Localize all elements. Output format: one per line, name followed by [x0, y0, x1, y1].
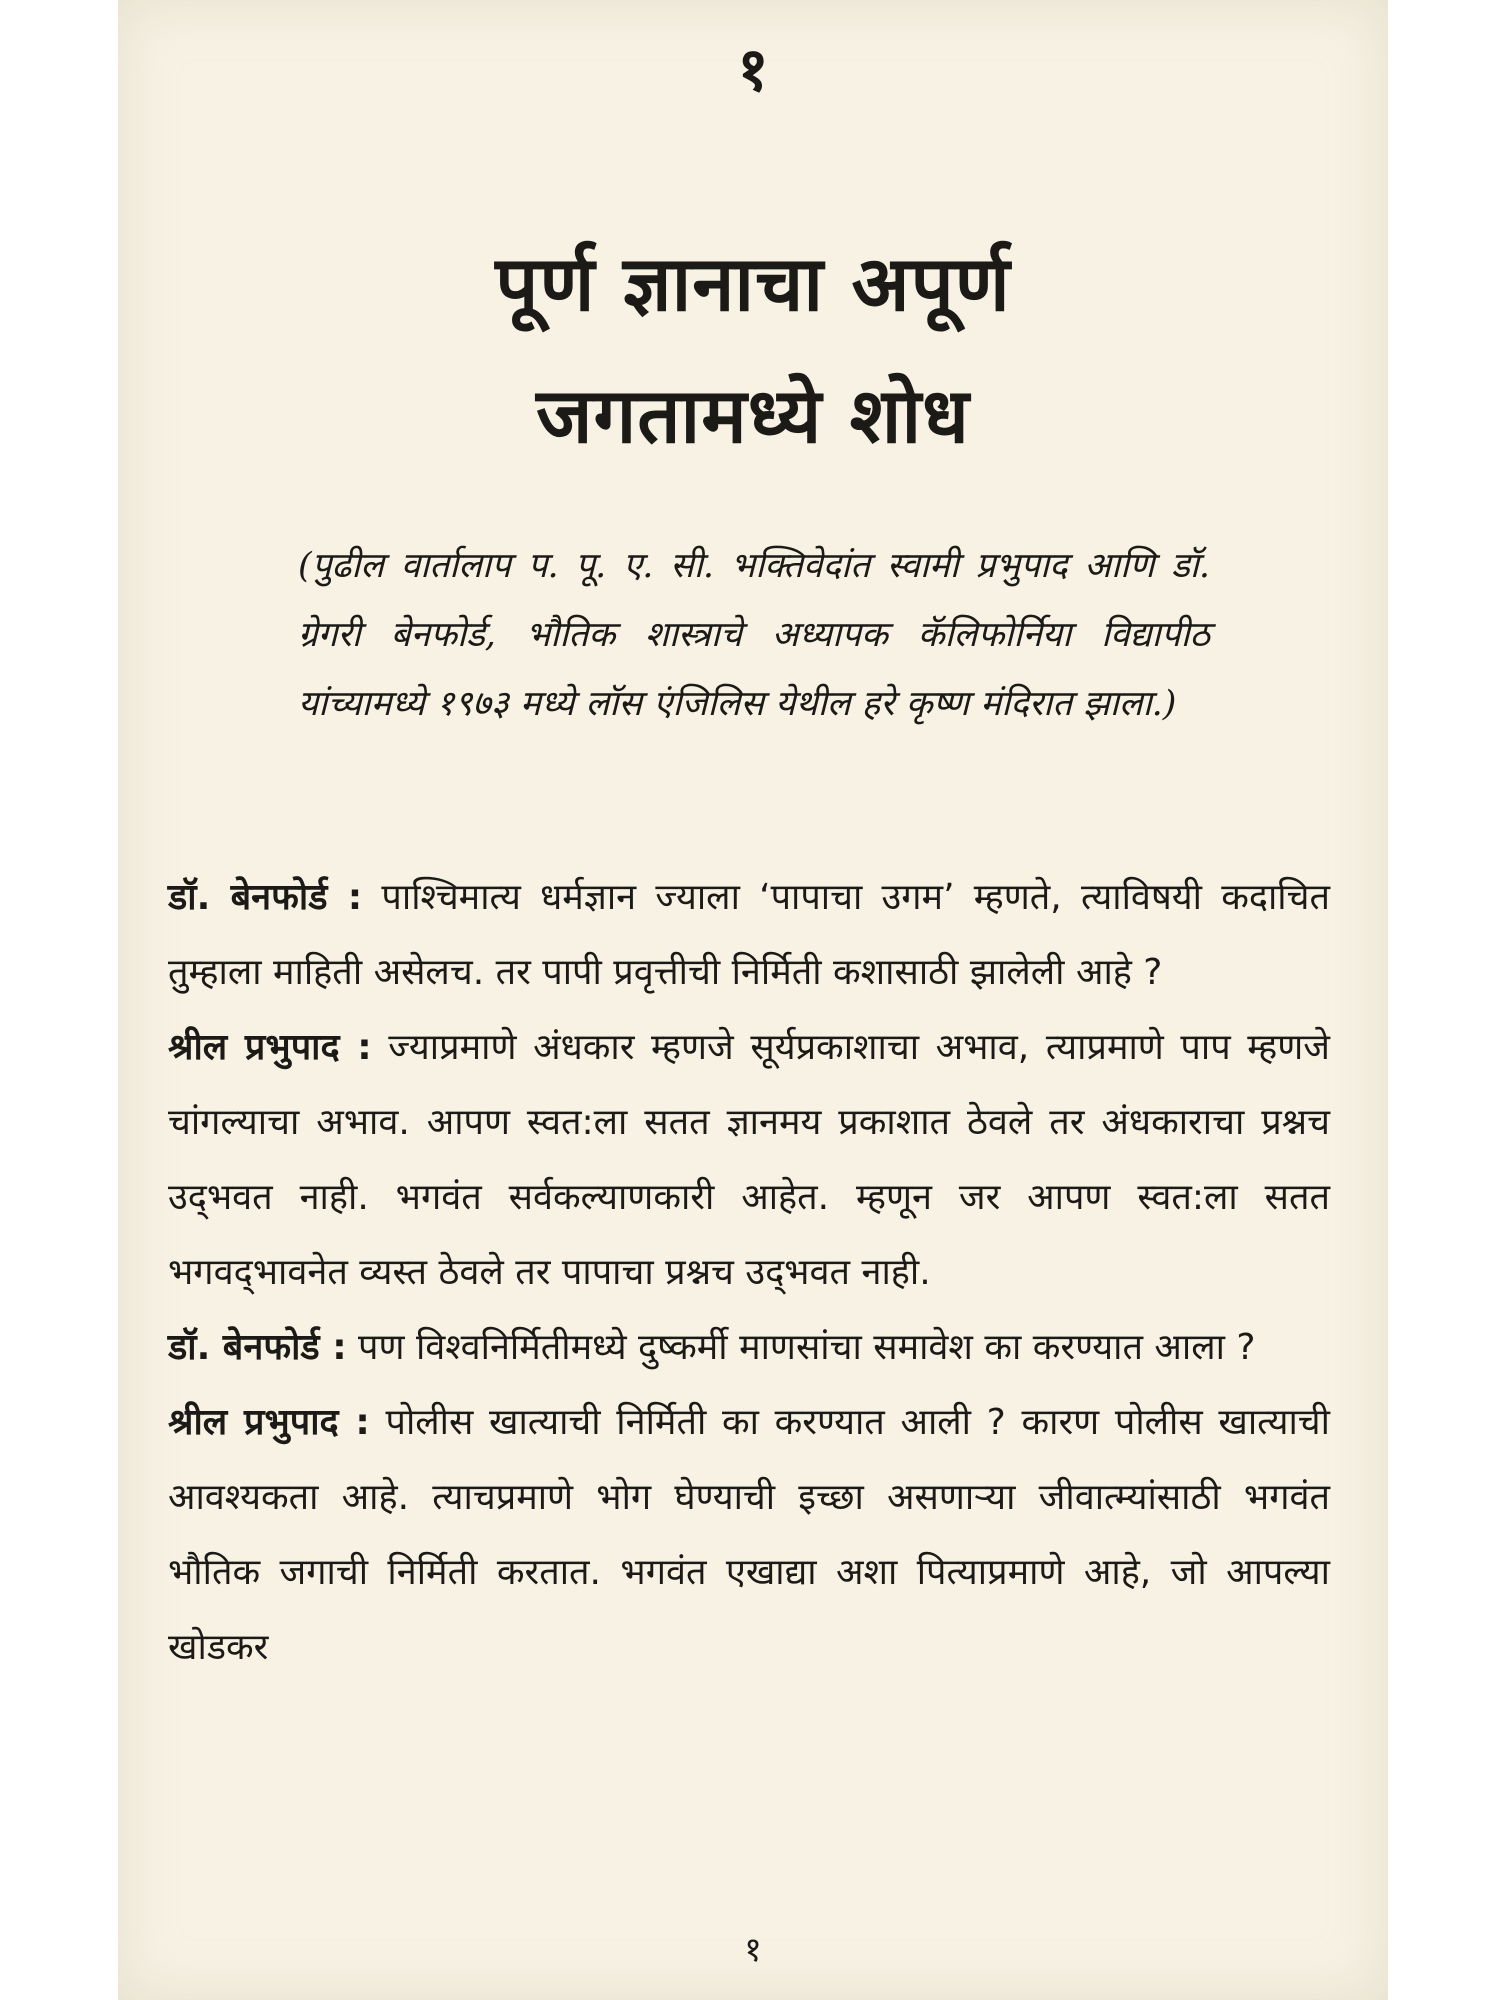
dialogue [168, 860, 1330, 1685]
book-page [118, 0, 1388, 2000]
dialogue-text: ज्याप्रमाणे अंधकार म्हणजे सूर्यप्रकाशाचा अभाव, त्याप्रमाणे पाप म्हणजे चांगल्याचा अभाव. आपण स्वत:ला सतत ज्ञानमय प्रकाशात ठेवले तर अंधकाराचा प्रश्नच उद्‌भवत नाही. भगवंत सर्वकल्याणकारी आहेत. म्हणून जर आपण स्वत:ला सतत भगवद्‌भावनेत व्यस्त ठेवले तर पापाचा प्रश्नच उद्‌भवत नाही. [168, 1027, 1330, 1293]
page-number: १ [744, 1930, 762, 1970]
dialogue-text: पण विश्वनिर्मितीमध्ये दुष्कर्मी माणसांचा समावेश का करण्यात आला ? [346, 1327, 1256, 1368]
dialogue-text: पाश्चिमात्य धर्मज्ञान ज्याला ‘पापाचा उगम’ म्हणते, त्याविषयी कदाचित तुम्हाला माहिती असेलच. तर पापी प्रवृत्तीची निर्मिती कशासाठी झालेली आहे ? [168, 877, 1330, 993]
chapter-title [118, 218, 1388, 482]
dialogue-paragraph [168, 860, 1330, 1010]
dialogue-paragraph [168, 1310, 1330, 1385]
speaker-name: डॉ. बेनफोर्ड : [168, 877, 363, 918]
dialogue-paragraph [168, 1010, 1330, 1310]
intro-note: (पुढील वार्तालाप प. पू. ए. सी. भक्तिवेदांत स्वामी प्रभुपाद आणि डॉ. ग्रेगरी बेनफोर्ड, भौतिक शास्त्राचे अध्यापक कॅलिफोर्निया विद्यापीठ यांच्यामध्ये १९७३ मध्ये लॉस एंजिलिस येथील हरे कृष्ण मंदिरात झाला.) [298, 546, 1210, 724]
chapter-number: १ [737, 35, 769, 105]
dialogue-paragraph [168, 1385, 1330, 1685]
speaker-name: श्रील प्रभुपाद : [168, 1027, 372, 1068]
speaker-name: श्रील प्रभुपाद : [168, 1402, 370, 1443]
chapter-title-line-2: जगतामध्ये शोध [536, 371, 970, 460]
dialogue-text: पोलीस खात्याची निर्मिती का करण्यात आली ? कारण पोलीस खात्याची आवश्यकता आहे. त्याचप्रमाणे भोग घेण्याची इच्छा असणाऱ्या जीवात्म्यांसाठी भगवंत भौतिक जगाची निर्मिती करतात. भगवंत एखाद्या अशा पित्याप्रमाणे आहे, जो आपल्या खोडकर [168, 1402, 1330, 1668]
chapter-title-line-1: पूर्ण ज्ञानाचा अपूर्ण [495, 239, 1011, 328]
speaker-name: डॉ. बेनफोर्ड : [168, 1327, 347, 1368]
